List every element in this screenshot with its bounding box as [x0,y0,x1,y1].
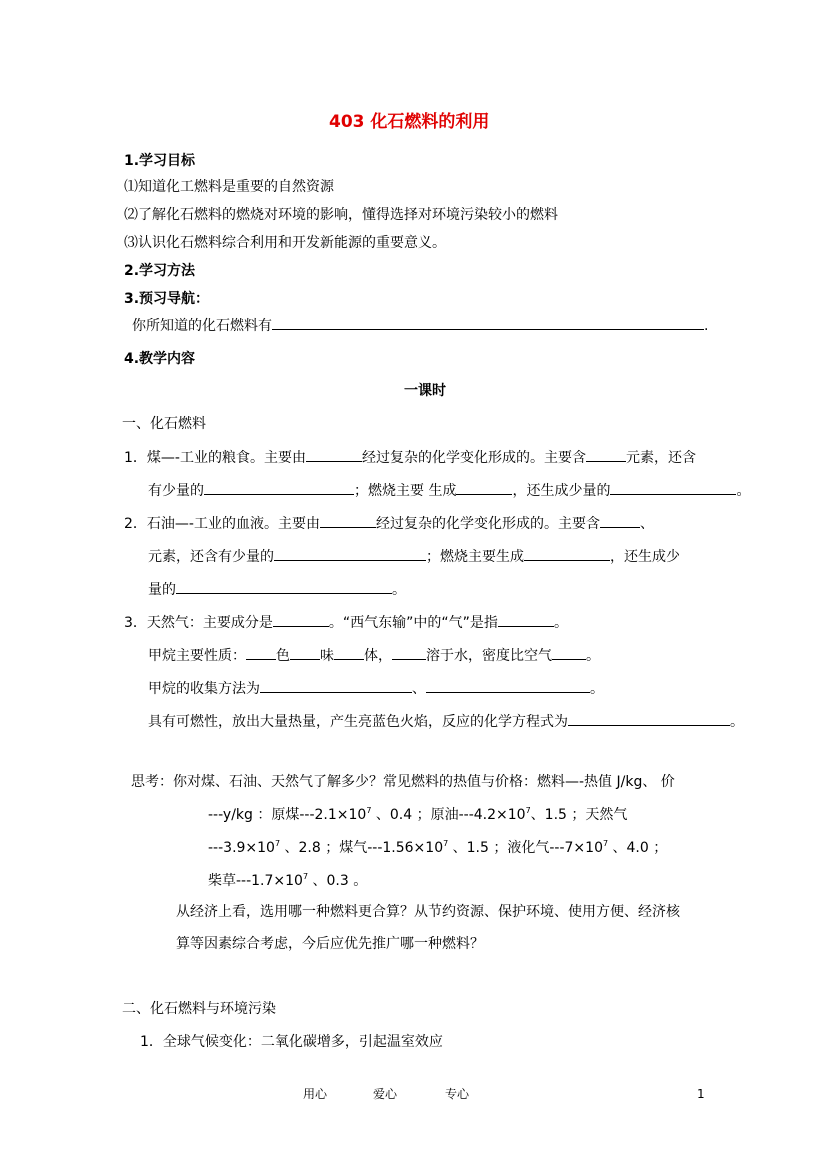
answer-blank[interactable] [290,645,320,660]
think-line-1: 思考：你对煤、石油、天然气了解多少？常见燃料的热值与价格：燃料—-热值 J/kg、 价 [131,774,675,790]
answer-blank[interactable] [610,480,736,495]
part-1-heading: 一、化石燃料 [122,416,206,432]
answer-blank[interactable] [600,513,640,528]
lesson-subheading: 一课时 [404,383,446,399]
answer-blank[interactable] [568,711,730,726]
section-2-heading: 2.学习方法 [124,263,196,279]
coal-line-1: 1．煤—-工业的粮食。主要由 经过复杂的化学变化形成的。主要含 元素，还含 [124,447,696,468]
footer-word-1: 用心 [303,1087,328,1101]
coal-line-2: 有少量的 ；燃烧主要 生成 ，还生成少量的 。 [148,480,750,501]
answer-blank[interactable] [552,645,586,660]
preview-question: 你所知道的化石燃料有 . [132,315,708,336]
footer-word-2: 爱心 [373,1087,398,1101]
oil-line-1: 2．石油—-工业的血液。主要由 经过复杂的化学变化形成的。主要含 、 [124,513,654,534]
answer-blank[interactable] [246,645,276,660]
part-2-heading: 二、化石燃料与环境污染 [122,1001,276,1017]
oil-line-2: 元素，还含有少量的 ；燃烧主要生成 ，还生成少 [148,546,680,567]
answer-blank[interactable] [392,645,426,660]
page-number: 1 [697,1087,705,1101]
gas-line-1: 3．天然气：主要成分是 。“西气东输”中的“气”是指 。 [124,612,568,633]
footer-word-3: 专心 [445,1087,470,1101]
answer-blank[interactable] [320,513,376,528]
methane-equation: 具有可燃性，放出大量热量，产生亮蓝色火焰，反应的化学方程式为 。 [148,711,744,732]
answer-blank[interactable] [306,447,362,462]
goal-item-2: ⑵了解化石燃料的燃烧对环境的影响，懂得选择对环境污染较小的燃料 [124,207,558,223]
answer-blank[interactable] [426,678,590,693]
answer-blank[interactable] [586,447,626,462]
answer-blank[interactable] [272,315,704,330]
part-2-item-1: 1．全球气候变化：二氧化碳增多，引起温室效应 [140,1034,443,1050]
goal-item-3: ⑶认识化石燃料综合利用和开发新能源的重要意义。 [124,235,446,251]
oil-line-3: 量的 。 [148,579,406,600]
methane-properties: 甲烷主要性质： 色 味 体， 溶于水，密度比空气 。 [148,645,600,666]
answer-blank[interactable] [273,612,329,627]
section-1-heading: 1.学习目标 [124,153,196,169]
think-question-line-1: 从经济上看，选用哪一种燃料更合算？从节约资源、保护环境、使用方便、经济核 [176,904,680,920]
preview-prompt: 你所知道的化石燃料有 [132,318,272,334]
answer-blank[interactable] [176,579,392,594]
answer-blank[interactable] [204,480,354,495]
document-title: 403 化石燃料的利用 [329,112,490,132]
answer-blank[interactable] [334,645,364,660]
answer-blank[interactable] [456,480,512,495]
think-line-3: $---3.9\times 10^7$ 、2.8 ；煤气$---1.56\times 10^7$ 、1.5 ；液化气$---7\times 10^7$ 、4.0 ； [208,839,668,856]
think-line-2: ---y/kg ：原煤$---2.1\times 10^7$ 、0.4 ；原油$---4.2\times 10^7$、1.5 ；天然气 [208,806,628,823]
answer-blank[interactable] [274,546,426,561]
answer-blank[interactable] [498,612,554,627]
think-question-line-2: 算等因素综合考虑，今后应优先推广哪一种燃料？ [176,936,484,952]
answer-blank[interactable] [524,546,610,561]
methane-collection: 甲烷的收集方法为 、 。 [148,678,604,699]
section-3-heading: 3.预习导航： [124,291,210,307]
goal-item-1: ⑴知道化工燃料是重要的自然资源 [124,179,334,195]
section-4-heading: 4.教学内容 [124,351,196,367]
think-line-4: 柴草$---1.7\times 10^7$ 、0.3 。 [208,872,368,889]
answer-blank[interactable] [260,678,412,693]
